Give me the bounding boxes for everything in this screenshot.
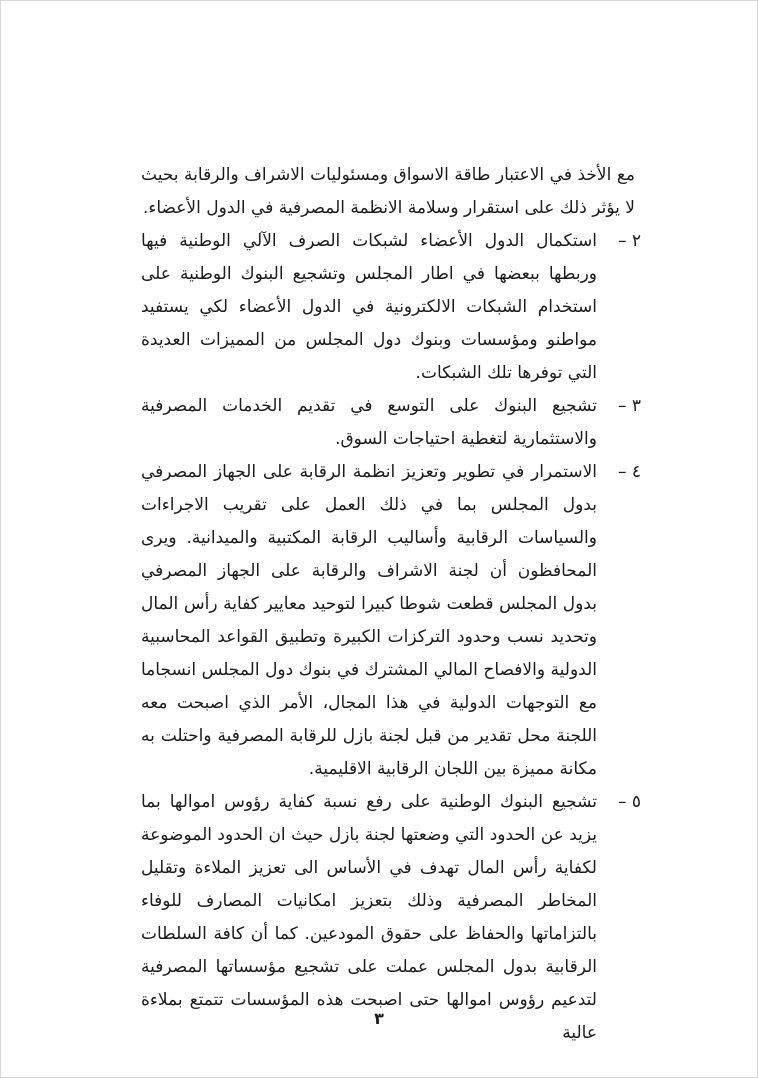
list-item (141, 390, 641, 456)
item-text: استكمال الدول الأعضاء لشبكات الصرف الآلي الوطنية فيها وربطها ببعضها في اطار المجلس وتشجيع البنوك الوطنية على استخدام الشبكات الالكترونية في الدول الأعضاء لكي يستفيد مواطنو ومؤسسات وبنوك دول المجلس من المميزات العديدة التي توفرها تلك الشبكات. (141, 231, 597, 383)
item-number: ٤ – (617, 462, 641, 482)
page-number: ٣ (374, 1009, 384, 1028)
item-text: تشجيع البنوك على التوسع في تقديم الخدمات المصرفية والاستثمارية لتغطية احتياجات السوق. (141, 396, 597, 449)
item-number: ٢ – (617, 231, 641, 251)
list-item (141, 225, 641, 390)
item-text: الاستمرار في تطوير وتعزيز انظمة الرقابة على الجهاز المصرفي بدول المجلس بما في ذلك العمل على تقريب الاجراءات والسياسات الرقابية وأساليب الرقابة المكتبية والميدانية. ويرى المحافظون أن لجنة الاشراف والرقابة على الجهاز المصرفي بدول المجلس قطعت شوطا كبيرا لتوحيد معايير كفاية رأس المال وتحديد نسب وحدود التركزات الكبيرة وتطبيق القواعد المحاسبية الدولية والافصاح المالي المشترك في بنوك دول المجلس انسجاما مع التوجهات الدولية في هذا المجال، الأمر الذي اصبحت معه اللجنة محل تقدير من قبل لجنة بازل للرقابة المصرفية واحتلت به مكانة مميزة بين اللجان الرقابية الاقليمية. (141, 462, 597, 779)
list-item (141, 456, 641, 786)
item-number: ٣ – (617, 396, 641, 416)
item-number: ٥ – (617, 792, 641, 812)
document-content (141, 159, 641, 1050)
item-text: تشجيع البنوك الوطنية على رفع نسبة كفاية رؤوس اموالها بما يزيد عن الحدود التي وضعتها لجنة بازل حيث ان الحدود الموضوعة لكفاية رأس المال تهدف في الأساس الى تعزيز الملاءة وتقليل المخاطر المصرفية وذلك بتعزيز امكانيات المصارف للوفاء بالتزاماتها والحفاظ على حقوق المودعين. كما أن كافة السلطات الرقابية بدول المجلس عملت على تشجيع مؤسساتها المصرفية لتدعيم رؤوس اموالها حتى اصبحت هذه المؤسسات تتمتع بملاءة عالية (141, 792, 597, 1043)
intro-paragraph: مع الأخذ في الاعتبار طاقة الاسواق ومسئوليات الاشراف والرقابة بحيث لا يؤثر ذلك على استقرار وسلامة الانظمة المصرفية في الدول الأعضاء. (141, 165, 635, 218)
